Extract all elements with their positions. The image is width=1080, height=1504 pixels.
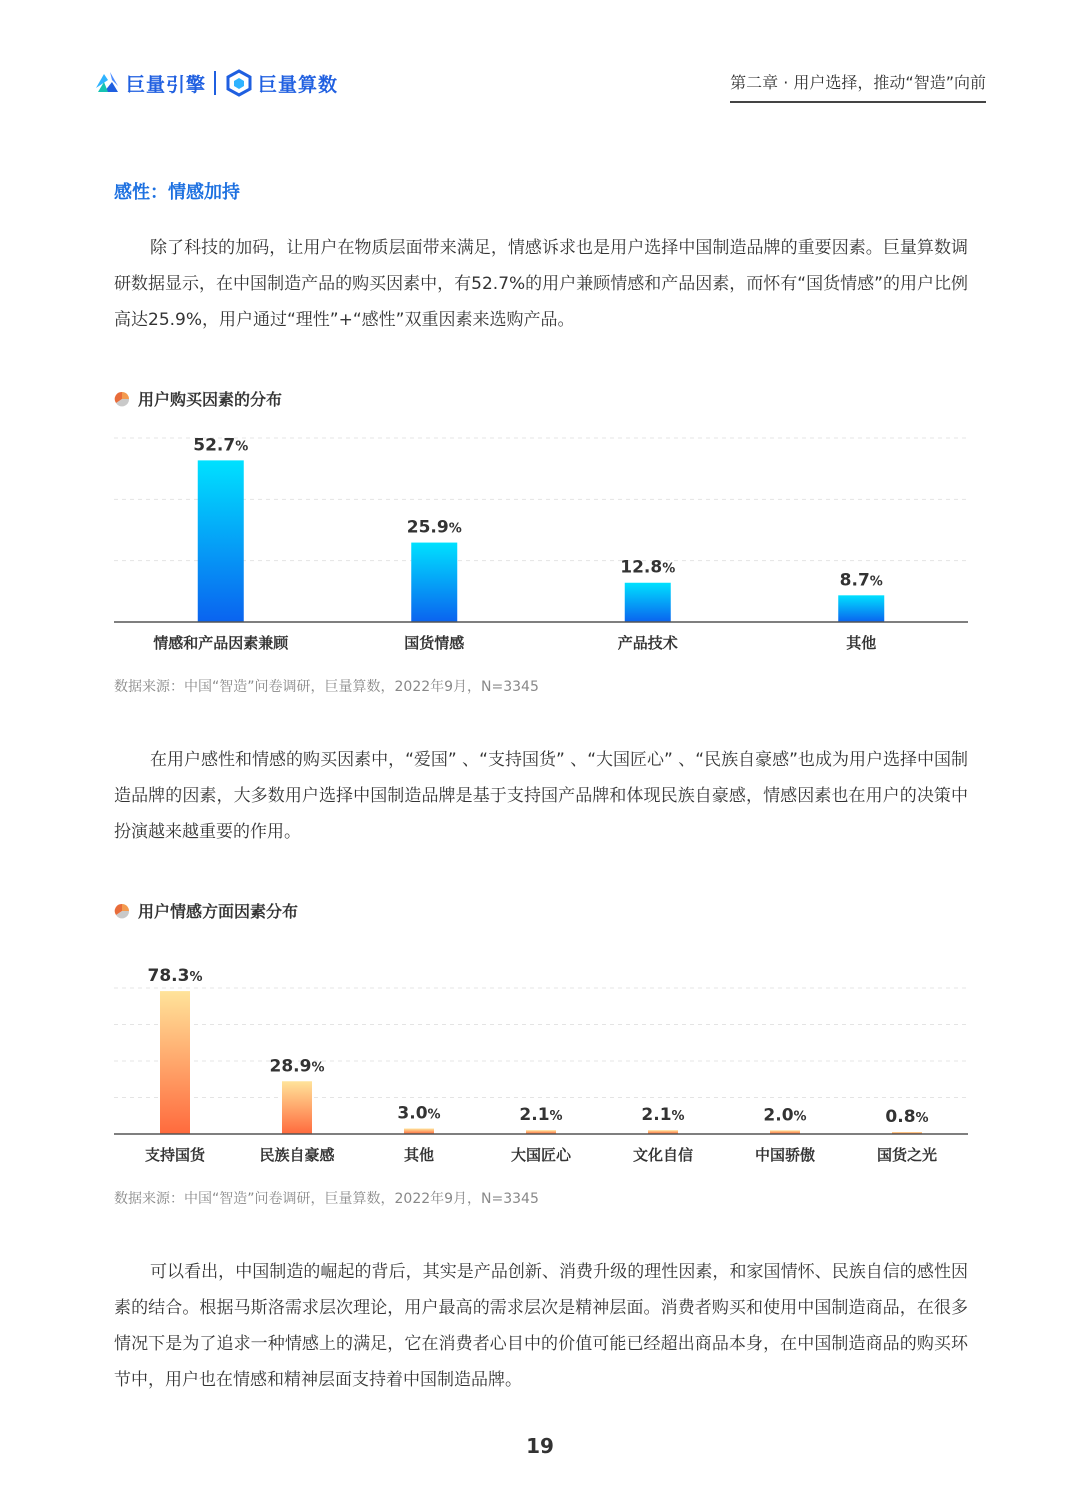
data-label: 2.1% <box>641 1105 685 1126</box>
chart-bar <box>625 583 671 622</box>
chart-bar <box>160 991 190 1134</box>
brand-logos <box>92 66 338 100</box>
category-label: 文化自信 <box>632 1146 694 1164</box>
leaf-icon <box>114 391 130 407</box>
logo-divider <box>214 71 216 95</box>
chart-bar <box>838 595 884 622</box>
paragraph-3: 可以看出，中国制造的崛起的背后，其实是产品创新、消费升级的理性因素，和家国情怀、民族自信的感性因素的结合。根据马斯洛需求层次理论，用户最高的需求层次是精神层面。消费者购买和使用中国制造商品，在很多情况下是为了追求一种情感上的满足，它在消费者心目中的价值可能已经超出商品本身，在中国制造商品的购买环节中，用户也在情感和精神层面支持着中国制造品牌。 <box>114 1262 968 1390</box>
chart-1-title <box>114 387 282 410</box>
paragraph-2: 在用户感性和情感的购买因素中，“爱国” 、“支持国货” 、“大国匠心” 、“民族自豪感”也成为用户选择中国制造品牌的因素，大多数用户选择中国制造品牌是基于支持国产品牌和体现民族自豪感，情感因素也在用户的决策中扮演越来越重要的作用。 <box>114 750 968 842</box>
chart-1-title-text: 用户购买因素的分布 <box>138 390 283 409</box>
category-label: 大国匠心 <box>510 1146 572 1164</box>
category-label: 产品技术 <box>617 634 678 652</box>
chart-bar <box>411 543 457 622</box>
chapter-title: 第二章 · 用户选择，推动“智造”向前 <box>730 70 986 103</box>
logo-left-text: 巨量引擎 <box>126 73 207 96</box>
chart-2-title-text: 用户情感方面因素分布 <box>138 902 299 921</box>
data-label: 52.7% <box>193 435 249 456</box>
chart-2-source: 数据来源：中国“智造”问卷调研，巨量算数，2022年9月，N=3345 <box>114 1191 539 1207</box>
paragraph-1: 除了科技的加码，让用户在物质层面带来满足，情感诉求也是用户选择中国制造品牌的重要因素。巨量算数调研数据显示，在中国制造产品的购买因素中，有52.7%的用户兼顾情感和产品因素，而怀有“国货情感”的用户比例高达25.9%，用户通过“理性”+“感性”双重因素来选购产品。 <box>114 238 968 330</box>
data-label: 78.3% <box>147 966 203 987</box>
chart-2-title <box>114 899 298 922</box>
logo-right-text: 巨量算数 <box>258 73 339 96</box>
category-label: 情感和产品因素兼顾 <box>153 634 289 652</box>
chart-bar <box>198 460 244 622</box>
category-label: 民族自豪感 <box>259 1146 335 1164</box>
data-label: 2.1% <box>519 1105 563 1126</box>
category-label: 中国骄傲 <box>754 1146 816 1164</box>
suanshu-logo-icon <box>224 68 254 98</box>
chart-bar <box>404 1129 434 1134</box>
category-label: 支持国货 <box>144 1146 206 1164</box>
section-title: 感性：情感加持 <box>114 182 240 203</box>
leaf-icon <box>114 903 130 919</box>
chart-2 <box>114 940 968 1172</box>
page-number: 19 <box>526 1434 554 1458</box>
engine-logo-icon <box>92 68 122 98</box>
data-label: 25.9% <box>406 517 462 538</box>
category-label: 其他 <box>403 1146 435 1164</box>
data-label: 8.7% <box>839 570 883 591</box>
data-label: 0.8% <box>885 1107 929 1127</box>
category-label: 其他 <box>846 634 877 652</box>
page-header <box>0 0 1080 110</box>
category-label: 国货情感 <box>404 634 465 652</box>
data-label: 12.8% <box>620 557 676 578</box>
data-label: 28.9% <box>269 1056 325 1077</box>
chart-1 <box>114 420 968 660</box>
chart-bar <box>282 1081 312 1134</box>
data-label: 2.0% <box>763 1105 807 1126</box>
category-label: 国货之光 <box>876 1146 938 1164</box>
data-label: 3.0% <box>397 1103 441 1124</box>
chart-1-source: 数据来源：中国“智造”问卷调研，巨量算数，2022年9月，N=3345 <box>114 679 539 695</box>
